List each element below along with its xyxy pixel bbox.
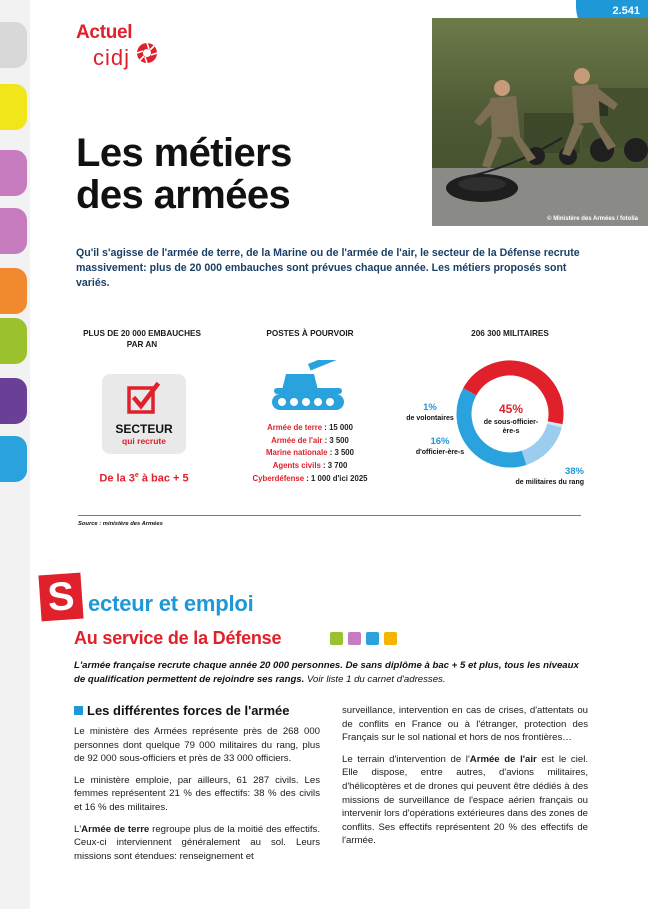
side-tab	[0, 150, 27, 196]
article-paragraph-4: surveillance, intervention en cas de crises, d'attentats ou de conflits en France ou à l'étranger, protection des Français sur le sol national et hors de nos frontières…	[342, 705, 588, 744]
post-row: Armée de l'air : 3 500	[271, 435, 349, 445]
post-row: Armée de terre : 15 000	[267, 423, 353, 432]
post-label: Marine nationale	[266, 448, 328, 458]
posts-heading: POSTES À POURVOIR	[266, 329, 354, 338]
p3-bold: Armée de terre	[81, 823, 150, 835]
stats-divider	[78, 515, 581, 516]
donut-text-officers: d'officier-ère-s	[415, 449, 465, 457]
decorative-square	[384, 632, 397, 645]
article-heading-text: Les différentes forces de l'armée	[87, 703, 290, 718]
source-note: Source : ministère des Armées	[78, 521, 163, 527]
donut-text-ranks: de militaires du rang	[515, 479, 584, 487]
page-title	[76, 132, 406, 216]
title-line-2: des armées	[76, 173, 291, 217]
donut-label-officers	[414, 436, 466, 457]
section-subtitle: Au service de la Défense	[74, 628, 282, 648]
post-value: 3 700	[327, 460, 348, 470]
donut-pct-ranks: 38%	[564, 466, 584, 477]
donut-label-officers-ncos	[478, 402, 544, 436]
intro-paragraph: Qu'il s'agisse de l'armée de terre, de la Marine ou de l'armée de l'air, le secteur de la Défense recrute massivement: plus de 20 000 embauches sont prévues chaque année. Les métiers proposés sont variés.	[76, 247, 580, 290]
decorative-squares	[330, 632, 402, 650]
decorative-square	[348, 632, 361, 645]
post-label: Cyberdéfense	[252, 473, 305, 483]
sector-badge-line-1: SECTEUR	[115, 422, 173, 436]
issue-number: 2.541	[612, 5, 640, 17]
post-value: 3 500	[334, 448, 354, 458]
post-row: Agents civils : 3 700	[272, 460, 348, 470]
side-tab	[0, 318, 27, 364]
post-value: 1 000 d'ici 2025	[311, 473, 368, 483]
donut-segment-volunteers	[555, 423, 556, 426]
side-tab	[0, 22, 27, 68]
lead-text: L'armée française recrute chaque année 20 000 personnes. De sans diplôme à bac + 5 et plus, tous les niveaux de qualification permettent de rejoindre ses rangs.	[74, 660, 579, 685]
qualification-levels: De la 3e à bac + 5	[99, 472, 189, 485]
donut-pct-officers: 16%	[430, 436, 450, 447]
title-line-1: Les métiers	[76, 131, 292, 175]
section-title: ecteur et emploi	[88, 591, 254, 616]
post-row: Cyberdéfense : 1 000 d'ici 2025	[252, 473, 368, 483]
article-column-1	[74, 725, 320, 871]
lead-reference: Voir liste 1 du carnet d'adresses.	[306, 673, 446, 685]
logo-line-2: cidj	[93, 45, 131, 70]
sector-badge-line-2: qui recrute	[122, 436, 166, 446]
donut-label-ranks	[512, 466, 584, 487]
side-tab	[0, 436, 27, 482]
article-paragraph-2: Le ministère emploie, par ailleurs, 61 287 civils. Les femmes représentent 21 % des effectifs: 38 % des civils et 16 % des militaires.	[74, 774, 320, 814]
article-paragraph-5	[342, 753, 588, 848]
article-paragraph-1: Le ministère des Armées représente près de 268 000 personnes dont quelque 79 000 militaires du rang, plus de 92 000 sous-officiers et près de 33 000 officiers.	[74, 726, 320, 765]
camera-aperture-icon	[136, 42, 158, 64]
article-column-2	[342, 704, 588, 856]
section-lead	[74, 659, 590, 687]
p5-rest: est le ciel. Elle dispose, entre autres, d'avions militaires, d'hélicoptères et de drones qui peuvent être dédiés à des missions de surveillance de l'espace aérien français ou intervenir lors d'opérations extérieures dans des zones de conflits. Ses effectifs représentent 20 % des effectifs de l'armée.	[342, 753, 588, 847]
side-tab	[0, 378, 27, 424]
tank-icon	[268, 360, 348, 414]
hires-heading: PLUS DE 20 000 EMBAUCHES PAR AN	[83, 329, 201, 350]
post-label: Armée de l'air	[271, 435, 323, 445]
p3-prefix: L'	[74, 823, 82, 835]
decorative-square	[330, 632, 343, 645]
post-value: 3 500	[329, 435, 349, 445]
article-paragraph-3	[74, 823, 320, 864]
military-heading: 206 300 MILITAIRES	[471, 329, 549, 338]
post-label: Armée de terre	[267, 423, 323, 432]
sector-badge	[102, 374, 186, 454]
decorative-square	[366, 632, 379, 645]
p5-bold: Armée de l'air	[469, 753, 537, 765]
donut-pct-volunteers: 1%	[423, 402, 437, 413]
post-row: Marine nationale : 3 500	[266, 448, 354, 458]
side-tab	[0, 268, 27, 314]
post-label: Agents civils	[272, 460, 321, 470]
checkbox-icon	[127, 382, 161, 416]
donut-label-volunteers	[404, 402, 456, 423]
actuel-cidj-logo	[76, 22, 166, 80]
soldiers-training-photo	[432, 18, 648, 226]
photo-credit: © Ministère des Armées / fotolia	[547, 216, 638, 222]
section-initial: S	[38, 573, 83, 622]
p5-prefix: Le terrain d'intervention de l'	[342, 753, 470, 765]
posts-list	[240, 422, 380, 485]
p3-rest: regroupe plus de la moitié des effectifs. Ceux-ci interviennent généralement au sol. Leurs missions sont étendues: renseignement et	[74, 823, 320, 862]
side-tab	[0, 84, 27, 130]
logo-line-1: Actuel	[76, 22, 133, 43]
post-value: 15 000	[329, 423, 353, 432]
heading-bullet	[74, 706, 83, 715]
article-heading	[74, 703, 290, 718]
donut-pct-officers-ncos: 45%	[498, 402, 524, 416]
side-tab	[0, 208, 27, 254]
donut-text-volunteers: de volontaires	[406, 415, 454, 423]
donut-text-officers-ncos: de sous-officier-ère-s	[483, 418, 539, 435]
